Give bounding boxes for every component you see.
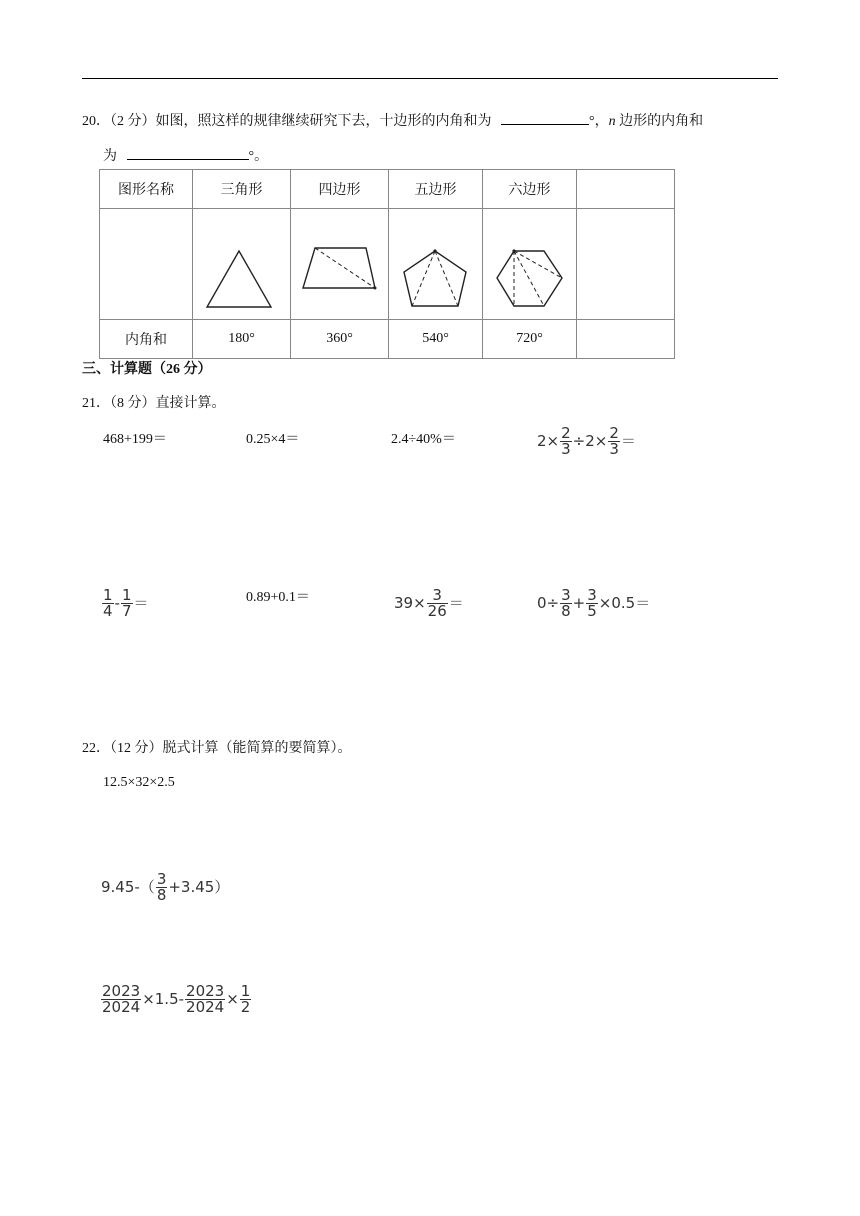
degree-mark: ° (589, 114, 595, 129)
denominator: 2024 (102, 998, 141, 1016)
sum-quadrilateral: 360° (291, 320, 389, 359)
numerator: 3 (561, 586, 571, 604)
q22-title: 22．（12 分）脱式计算（能简算的要简算）。 (82, 741, 352, 756)
equals: ＝ (620, 432, 636, 450)
numerator: 2 (609, 424, 619, 442)
shape-name-hexagon: 六边形 (483, 170, 577, 209)
expr-part: ×0.5＝ (598, 594, 651, 612)
fraction (101, 984, 141, 1015)
table-header-row (100, 170, 675, 209)
sum-hexagon: 720° (483, 320, 577, 359)
q21-item-7 (394, 588, 464, 619)
equals: ＝ (133, 594, 149, 612)
numerator: 2023 (102, 982, 141, 1000)
fraction (121, 588, 133, 619)
denominator: 26 (427, 602, 447, 620)
quadrilateral-figure-cell (291, 209, 389, 320)
fraction (560, 588, 572, 619)
table-sum-row (100, 320, 675, 359)
shape-name-pentagon: 五边形 (389, 170, 483, 209)
expr-part: × (226, 990, 239, 1008)
comma: ， (594, 114, 609, 129)
empty-header-cell (577, 170, 675, 209)
q21-item-5 (101, 588, 149, 619)
q21-title: 21．（8 分）直接计算。 (82, 396, 226, 411)
triangle-figure (193, 209, 290, 314)
fraction (185, 984, 225, 1015)
q21-item-2: 0.25×4＝ (246, 432, 300, 447)
q20-number: 20． (82, 114, 110, 129)
pentagon-figure (389, 209, 482, 314)
q21-item-3: 2.4÷40%＝ (391, 432, 456, 447)
numerator: 1 (103, 586, 113, 604)
operator: + (572, 594, 586, 612)
hexagon-figure-cell (483, 209, 577, 320)
expr-part: 39× (394, 594, 426, 612)
q22-expr-3 (100, 984, 252, 1015)
equals: ＝ (448, 594, 464, 612)
quadrilateral-figure (291, 209, 388, 314)
q21-item-6: 0.89+0.1＝ (246, 590, 310, 605)
denominator: 8 (156, 886, 167, 904)
header-label-cell: 图形名称 (100, 170, 193, 209)
expr-part: ×1.5- (142, 990, 185, 1008)
expr-part: 0÷ (537, 594, 560, 612)
q22-expr-2 (101, 872, 229, 903)
denominator: 7 (121, 602, 132, 620)
answer-blank-n-gon[interactable] (127, 145, 249, 160)
answer-blank-decagon[interactable] (501, 110, 589, 125)
empty-figure-label-cell (100, 209, 193, 320)
denominator: 2 (240, 998, 251, 1016)
operator: - (114, 594, 120, 612)
fraction (427, 588, 448, 619)
shape-name-quadrilateral: 四边形 (291, 170, 389, 209)
q20-line1 (82, 110, 703, 132)
degree-mark: ° (248, 149, 255, 164)
q20-line2-suffix: 。 (254, 149, 269, 164)
q20-line2-prefix: 为 (103, 149, 117, 164)
expr-part: +3.45） (168, 878, 230, 896)
table-figure-row (100, 209, 675, 320)
n-variable: n (608, 114, 616, 129)
q21-item-8 (537, 588, 650, 619)
numerator: 2 (561, 424, 571, 442)
q20-points: （2 分） (110, 114, 156, 129)
q21-item-4 (537, 426, 636, 457)
denominator: 4 (103, 602, 113, 620)
q20-text-a: 如图，照这样的规律继续研究下去，十边形的内角和为 (155, 114, 492, 129)
pentagon-figure-cell (389, 209, 483, 320)
polygon-table (99, 169, 675, 359)
hexagon-figure (483, 209, 576, 314)
section-3-title: 三、计算题（26 分） (82, 362, 212, 377)
fraction (102, 588, 114, 619)
q21-item-1: 468+199＝ (103, 432, 167, 447)
numerator: 1 (121, 586, 132, 604)
denominator: 8 (561, 602, 571, 620)
expr-part: ÷2× (572, 432, 608, 450)
denominator: 2024 (186, 998, 225, 1016)
numerator: 3 (427, 588, 448, 604)
q20-text-c: 边形的内角和 (619, 114, 704, 129)
numerator: 1 (240, 982, 251, 1000)
denominator: 3 (561, 440, 571, 458)
empty-sum-cell (577, 320, 675, 359)
triangle-figure-cell (193, 209, 291, 320)
q22-expr-1: 12.5×32×2.5 (103, 775, 175, 790)
fraction (586, 588, 598, 619)
sum-triangle: 180° (193, 320, 291, 359)
fraction (156, 872, 168, 903)
sum-pentagon: 540° (389, 320, 483, 359)
numerator: 3 (156, 870, 167, 888)
denominator: 5 (587, 602, 597, 620)
denominator: 3 (609, 440, 619, 458)
expr-part: 9.45-（ (101, 878, 155, 896)
expr-part: 2× (537, 432, 560, 450)
empty-figure-cell (577, 209, 675, 320)
fraction (608, 426, 620, 457)
shape-name-triangle: 三角形 (193, 170, 291, 209)
header-rule (82, 78, 778, 79)
numerator: 2023 (186, 982, 225, 1000)
q20-line2 (103, 145, 268, 167)
sum-label-cell: 内角和 (100, 320, 193, 359)
fraction (240, 984, 252, 1015)
fraction (560, 426, 572, 457)
numerator: 3 (587, 586, 597, 604)
